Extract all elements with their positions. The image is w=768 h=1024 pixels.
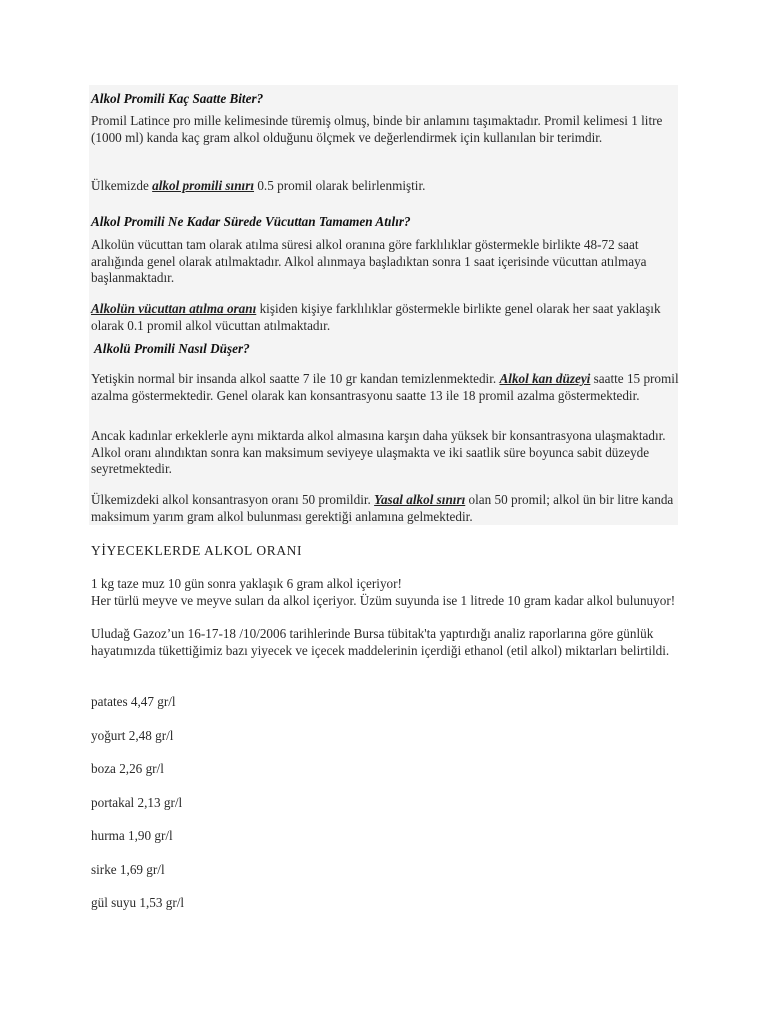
paragraph-blood-clearance: [91, 371, 679, 404]
food-item: portakal 2,13 gr/l: [91, 795, 183, 810]
paragraph-women-concentration: Ancak kadınlar erkeklerle aynı miktarda alkol almasına karşın daha yüksek bir konsantrasyona ulaşmaktadır. Alkol oranı alındıktan sonra kan maksimum seviyeye ulaşmakta ve iki saatlik süre boyunca sabit düzeyde seyretmektedir.: [91, 428, 666, 477]
text-segment: Ülkemizdeki alkol konsantrasyon oranı 50 promildir.: [91, 492, 375, 507]
section-line-fruits: Her türlü meyve ve meyve suları da alkol içeriyor. Üzüm suyunda ise 1 litrede 10 gram kadar alkol bulunuyor!: [91, 593, 676, 608]
paragraph-legal-concentration: [91, 492, 679, 525]
heading-elimination-time: Alkol Promili Ne Kadar Sürede Vücuttan Tamamen Atılır?: [91, 214, 411, 229]
section-line-analysis: Uludağ Gazoz’un 16-17-18 /10/2006 tarihlerinde Bursa tübitak'ta yaptırdığı analiz raporlarına göre günlük hayatımızda tükettiğimiz bazı yiyecek ve içecek maddelerinin içerdiği ethanol (etil alkol) miktarları belirtildi.: [91, 626, 670, 658]
food-item: gül suyu 1,53 gr/l: [91, 895, 185, 910]
paragraph-elimination-rate: [91, 301, 679, 334]
section-line-banana: 1 kg taze muz 10 gün sonra yaklaşık 6 gram alkol içeriyor!: [91, 576, 402, 591]
link-alkol-promili-siniri[interactable]: alkol promili sınırı: [152, 178, 255, 193]
heading-promil-duration: Alkol Promili Kaç Saatte Biter?: [91, 91, 264, 106]
link-alkol-kan-duzeyi[interactable]: Alkol kan düzeyi: [499, 371, 591, 386]
food-item: hurma 1,90 gr/l: [91, 828, 173, 843]
paragraph-elimination: Alkolün vücuttan tam olarak atılma süresi alkol oranına göre farklılıklar göstermekle birlikte 48-72 saat aralığında genel olarak atılmaktadır. Alkol alınmaya başladıktan sonra 1 saat içerisinde vücuttan atılmaya başlanmaktadır.: [91, 237, 647, 286]
text-segment: saatte 15 promil azalma göstermektedir. Genel olarak kan konsantrasyonu saatte 13 ile 18 promil azalma göstermektedir.: [91, 371, 679, 403]
link-atilma-orani[interactable]: Alkolün vücuttan atılma oranı: [91, 301, 257, 316]
text-segment: Yetişkin normal bir insanda alkol saatte 7 ile 10 gr kandan temizlenmektedir.: [91, 371, 500, 386]
food-item: sirke 1,69 gr/l: [91, 862, 165, 877]
food-item: yoğurt 2,48 gr/l: [91, 728, 174, 743]
paragraph-promil-definition: Promil Latince pro mille kelimesinde türemiş olmuş, binde bir anlamını taşımaktadır. Promil kelimesi 1 litre (1000 ml) kanda kaç gram alkol olduğunu ölçmek ve değerlendirmek için kullanılan bir terimdir.: [91, 113, 663, 145]
text-segment: kişiden kişiye farklılıklar göstermekle birlikte genel olarak her saat yaklaşık olarak 0.1 promil alkol vücuttan atılmaktadır.: [91, 301, 661, 333]
section-title: YİYECEKLERDE ALKOL ORANI: [91, 543, 303, 558]
heading-how-promil-drops: Alkolü Promili Nasıl Düşer?: [94, 341, 250, 356]
food-item: patates 4,47 gr/l: [91, 694, 176, 709]
text-segment: 0.5 promil olarak belirlenmiştir.: [254, 178, 426, 193]
text-segment: olan 50 promil; alkol ün bir litre kanda maksimum yarım gram alkol bulunması gerektiği anlamına gelmektedir.: [91, 492, 674, 524]
text-segment: Ülkemizde: [91, 178, 153, 193]
link-yasal-alkol-siniri[interactable]: Yasal alkol sınırı: [374, 492, 466, 507]
food-item: boza 2,26 gr/l: [91, 761, 164, 776]
paragraph-legal-limit: [91, 178, 679, 195]
